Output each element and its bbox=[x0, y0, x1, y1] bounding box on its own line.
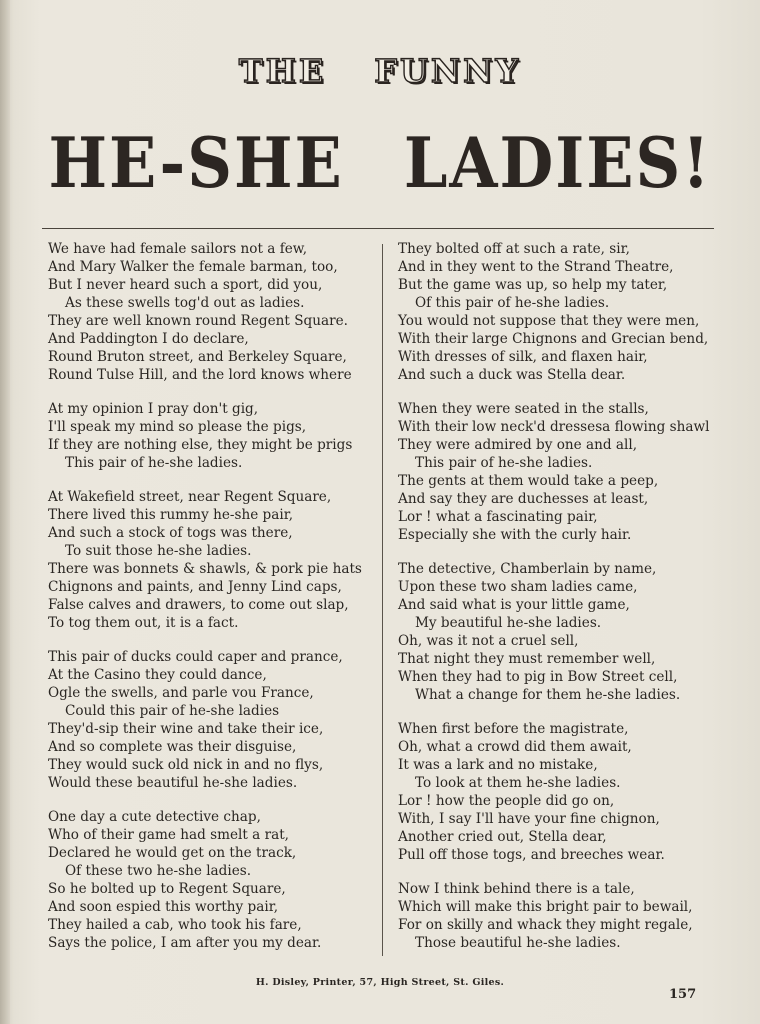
verse-line: And in they went to the Strand Theatre, bbox=[398, 259, 674, 275]
verse-line: It was a lark and no mistake, bbox=[398, 757, 598, 773]
verse-line: Lor ! what a fascinating pair, bbox=[398, 509, 598, 525]
verse-line: They are well known round Regent Square. bbox=[48, 313, 348, 329]
verse-line: Declared he would get on the track, bbox=[48, 845, 297, 861]
verse-line: And said what is your little game, bbox=[398, 597, 630, 613]
title-word-ladies: LADIES! bbox=[403, 122, 712, 204]
verse-line: At Wakefield street, near Regent Square, bbox=[48, 489, 332, 505]
verse-line: And so complete was their disguise, bbox=[48, 739, 297, 755]
verse-line: Lor ! how the people did go on, bbox=[398, 793, 615, 809]
stanza bbox=[48, 808, 370, 952]
verse-line: Could this pair of he-she ladies bbox=[65, 703, 280, 719]
verse-line: Ogle the swells, and parle vou France, bbox=[48, 685, 314, 701]
stanza bbox=[398, 720, 738, 864]
verse-line: This pair of ducks could caper and prance, bbox=[48, 649, 343, 665]
verse-line: Pull off those togs, and breeches wear. bbox=[398, 847, 665, 863]
verse-line: My beautiful he-she ladies. bbox=[415, 615, 602, 631]
verse-line: Chignons and paints, and Jenny Lind caps, bbox=[48, 579, 342, 595]
right-verse-column bbox=[398, 240, 738, 968]
verse-line: For on skilly and whack they might regale, bbox=[398, 917, 693, 933]
verse-line: Of this pair of he-she ladies. bbox=[415, 295, 610, 311]
verse-line: If they are nothing else, they might be prigs bbox=[48, 437, 353, 453]
stanza bbox=[48, 488, 370, 632]
verse-line: There was bonnets & shawls, & pork pie hats bbox=[48, 561, 362, 577]
verse-line: When they were seated in the stalls, bbox=[398, 401, 649, 417]
verse-line: There lived this rummy he-she pair, bbox=[48, 507, 294, 523]
title-line-2 bbox=[0, 122, 760, 204]
verse-line: Would these beautiful he-she ladies. bbox=[48, 775, 298, 791]
verse-line: I'll speak my mind so please the pigs, bbox=[48, 419, 307, 435]
verse-line: So he bolted up to Regent Square, bbox=[48, 881, 286, 897]
verse-line: We have had female sailors not a few, bbox=[48, 241, 308, 257]
stanza bbox=[398, 240, 738, 384]
verse-line: But I never heard such a sport, did you, bbox=[48, 277, 323, 293]
verse-line: With, I say I'll have your fine chignon, bbox=[398, 811, 660, 827]
verse-line: What a change for them he-she ladies. bbox=[415, 687, 681, 703]
verse-line: Another cried out, Stella dear, bbox=[398, 829, 607, 845]
verse-line: That night they must remember well, bbox=[398, 651, 656, 667]
stanza bbox=[48, 240, 370, 384]
title-line-1 bbox=[0, 52, 760, 90]
verse-line: And soon espied this worthy pair, bbox=[48, 899, 279, 915]
verse-line: And say they are duchesses at least, bbox=[398, 491, 649, 507]
verse-line: They would suck old nick in and no flys, bbox=[48, 757, 324, 773]
verse-line: Especially she with the curly hair. bbox=[398, 527, 632, 543]
verse-line: They'd-sip their wine and take their ice, bbox=[48, 721, 324, 737]
stanza bbox=[48, 648, 370, 792]
title-word-funny: FUNNY bbox=[374, 52, 522, 90]
verse-line: They bolted off at such a rate, sir, bbox=[398, 241, 630, 257]
left-verse-column bbox=[48, 240, 370, 968]
verse-line: This pair of he-she ladies. bbox=[65, 455, 243, 471]
verse-line: When first before the magistrate, bbox=[398, 721, 629, 737]
title-word-he-she: HE-SHE bbox=[48, 122, 344, 204]
verse-line: And such a stock of togs was there, bbox=[48, 525, 293, 541]
verse-line: This pair of he-she ladies. bbox=[415, 455, 593, 471]
verse-line: Oh, was it not a cruel sell, bbox=[398, 633, 579, 649]
verse-line: Upon these two sham ladies came, bbox=[398, 579, 638, 595]
verse-line: The detective, Chamberlain by name, bbox=[398, 561, 657, 577]
verse-line: Those beautiful he-she ladies. bbox=[415, 935, 621, 951]
verse-line: At my opinion I pray don't gig, bbox=[48, 401, 259, 417]
verse-line: And such a duck was Stella dear. bbox=[398, 367, 626, 383]
verse-line: But the game was up, so help my tater, bbox=[398, 277, 668, 293]
stanza bbox=[48, 400, 370, 472]
stanza bbox=[398, 400, 738, 544]
verse-line: Says the police, I am after you my dear. bbox=[48, 935, 322, 951]
column-divider-rule bbox=[382, 244, 383, 956]
verse-line: Round Tulse Hill, and the lord knows where bbox=[48, 367, 352, 383]
title-divider-rule bbox=[42, 228, 714, 229]
verse-line: Who of their game had smelt a rat, bbox=[48, 827, 289, 843]
verse-line: They hailed a cab, who took his fare, bbox=[48, 917, 302, 933]
stanza bbox=[398, 880, 738, 952]
verse-line: One day a cute detective chap, bbox=[48, 809, 261, 825]
verse-line: They were admired by one and all, bbox=[398, 437, 638, 453]
verse-line: Of these two he-she ladies. bbox=[65, 863, 252, 879]
verse-line: Oh, what a crowd did them await, bbox=[398, 739, 632, 755]
verse-line: To look at them he-she ladies. bbox=[415, 775, 621, 791]
verse-line: False calves and drawers, to come out slap, bbox=[48, 597, 349, 613]
page-number: 157 bbox=[669, 987, 697, 1002]
verse-line: Round Bruton street, and Berkeley Square, bbox=[48, 349, 347, 365]
verse-line: Which will make this bright pair to bewail, bbox=[398, 899, 693, 915]
verse-line: At the Casino they could dance, bbox=[48, 667, 267, 683]
verse-line: The gents at them would take a peep, bbox=[398, 473, 659, 489]
verse-line: As these swells tog'd out as ladies. bbox=[65, 295, 305, 311]
verse-line: And Mary Walker the female barman, too, bbox=[48, 259, 338, 275]
verse-line: With their large Chignons and Grecian bend, bbox=[398, 331, 709, 347]
verse-line: With their low neck'd dressesa flowing shawl bbox=[398, 419, 710, 435]
verse-line: When they had to pig in Bow Street cell, bbox=[398, 669, 678, 685]
verse-line: To suit those he-she ladies. bbox=[65, 543, 252, 559]
title-word-the: THE bbox=[238, 52, 327, 90]
verse-line: And Paddington I do declare, bbox=[48, 331, 249, 347]
verse-line: You would not suppose that they were men, bbox=[398, 313, 700, 329]
verse-line: To tog them out, it is a fact. bbox=[48, 615, 239, 631]
verse-line: With dresses of silk, and flaxen hair, bbox=[398, 349, 648, 365]
verse-line: Now I think behind there is a tale, bbox=[398, 881, 635, 897]
stanza bbox=[398, 560, 738, 704]
printer-imprint: H. Disley, Printer, 57, High Street, St. Giles. bbox=[255, 977, 505, 988]
